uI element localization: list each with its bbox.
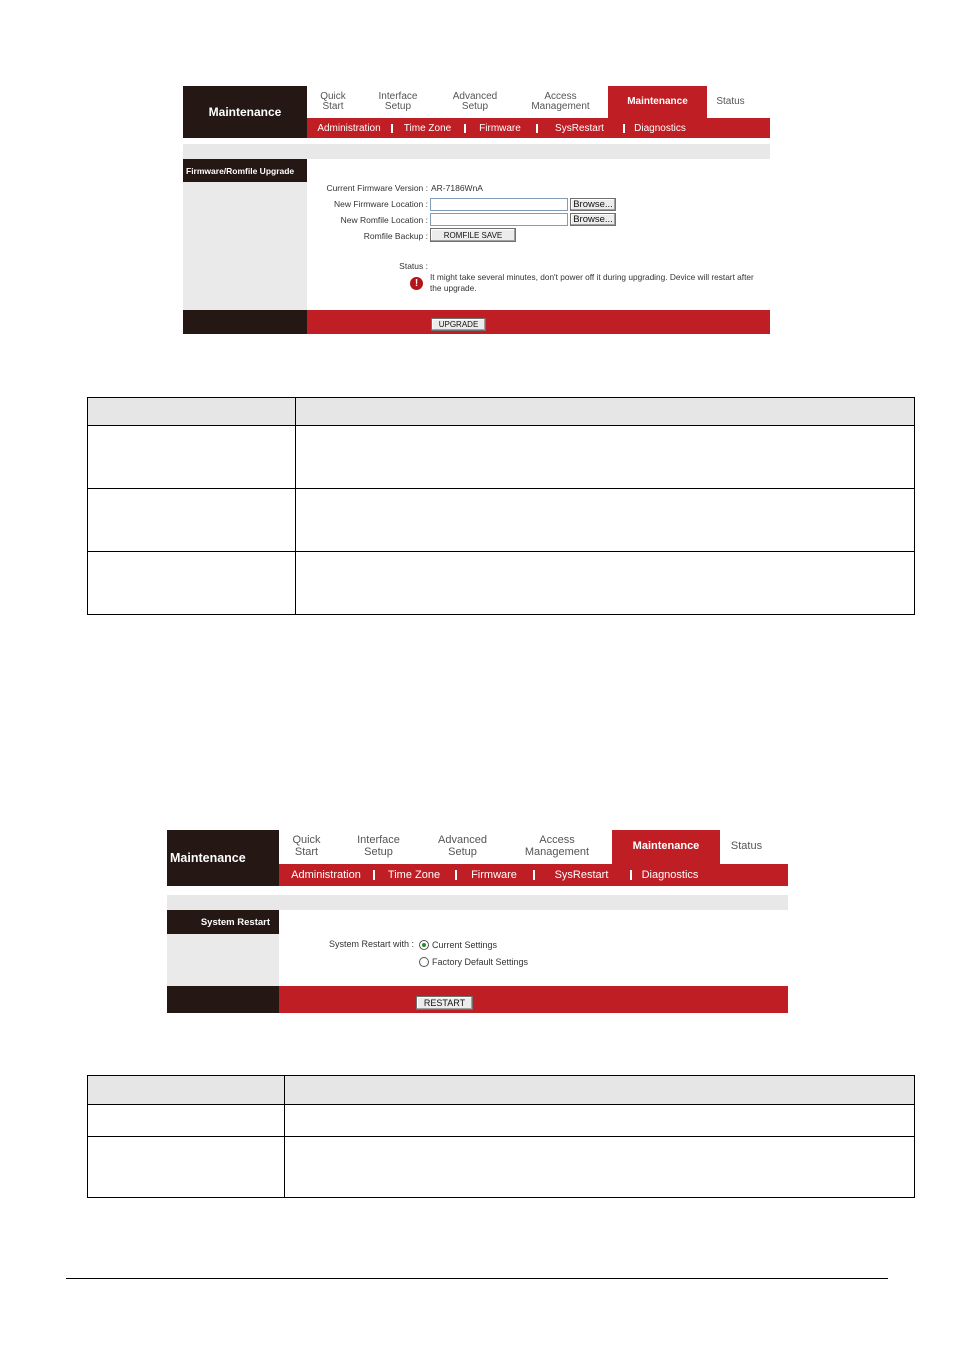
current-settings-label: Current Settings [432,940,498,950]
current-firmware-value: AR-7186WnA [431,183,483,193]
restart-button[interactable]: RESTART [416,996,473,1010]
nav-maintenance[interactable]: Maintenance [608,86,707,118]
status-label: Status : [399,261,428,271]
table-row [88,551,914,616]
firmware-panel [183,86,770,334]
radio-current-settings[interactable] [419,940,429,950]
firmware-browse-button[interactable]: Browse... [570,198,616,211]
table-row [88,1104,914,1137]
footer-dark [167,986,279,1013]
nav-advanced-setup[interactable]: Advanced Setup [452,90,498,112]
subnav-firmware[interactable]: Firmware [455,869,533,881]
subnav-diagnostics[interactable]: Diagnostics [623,123,697,134]
nav-status[interactable]: Status [730,840,763,853]
warning-icon: ! [410,277,423,290]
footer-dark [183,310,307,334]
upgrade-button[interactable]: UPGRADE [431,318,486,331]
footer-red [279,986,788,1013]
sub-nav [307,118,770,138]
restart-with-label: System Restart with : [328,939,414,949]
table-row [88,488,914,552]
nav-advanced-setup[interactable]: Advanced Setup [438,834,487,858]
firmware-params-table [87,397,915,615]
sub-nav [279,864,788,886]
top-nav [307,86,754,118]
nav-interface-setup[interactable]: Interface Setup [357,834,400,858]
table-header-row [88,1076,914,1104]
subnav-administration[interactable]: Administration [291,869,361,881]
status-message: It might take several minutes, don't power off it during upgrading. Device will restart after the upgrade. [430,272,754,294]
table-row [88,1136,914,1199]
new-firmware-input[interactable] [430,198,568,211]
subnav-time-zone[interactable]: Time Zone [391,123,464,134]
nav-status[interactable]: Status [716,95,745,107]
nav-quick-start[interactable]: Quick Start [292,834,321,858]
restart-params-table [87,1075,915,1198]
section-title: Firmware/Romfile Upgrade [183,159,307,182]
subnav-sysrestart[interactable]: SysRestart [533,869,630,881]
subnav-firmware[interactable]: Firmware [464,123,536,134]
romfile-browse-button[interactable]: Browse... [570,213,616,226]
nav-quick-start[interactable]: Quick Start [320,90,346,112]
brand-title: Maintenance [183,86,307,138]
new-firmware-label: New Firmware Location : [333,199,428,209]
romfile-backup-label: Romfile Backup : [363,231,428,241]
subnav-administration[interactable]: Administration [317,122,381,134]
restart-panel [167,830,788,1013]
spacer-bar [167,895,788,910]
brand-title: Maintenance [167,830,279,886]
new-romfile-label: New Romfile Location : [340,215,428,225]
subnav-diagnostics[interactable]: Diagnostics [630,869,710,881]
new-romfile-input[interactable] [430,213,568,226]
nav-access-management[interactable]: Access Management [531,90,590,112]
romfile-save-button[interactable]: ROMFILE SAVE [430,228,516,242]
footer-rule [66,1278,888,1279]
factory-default-label: Factory Default Settings [432,957,529,967]
subnav-sysrestart[interactable]: SysRestart [536,123,623,134]
column-divider [295,398,296,614]
top-nav [279,830,773,864]
spacer-bar [183,144,770,159]
nav-interface-setup[interactable]: Interface Setup [378,90,418,112]
nav-access-management[interactable]: Access Management [524,834,590,858]
footer-red [307,310,770,334]
radio-factory-default[interactable] [419,957,429,967]
table-row [88,425,914,489]
current-firmware-label: Current Firmware Version : [326,183,428,193]
table-header-row [88,398,914,425]
section-title: System Restart [167,910,279,934]
nav-maintenance[interactable]: Maintenance [612,830,720,864]
subnav-time-zone[interactable]: Time Zone [373,869,455,881]
column-divider [284,1076,285,1197]
